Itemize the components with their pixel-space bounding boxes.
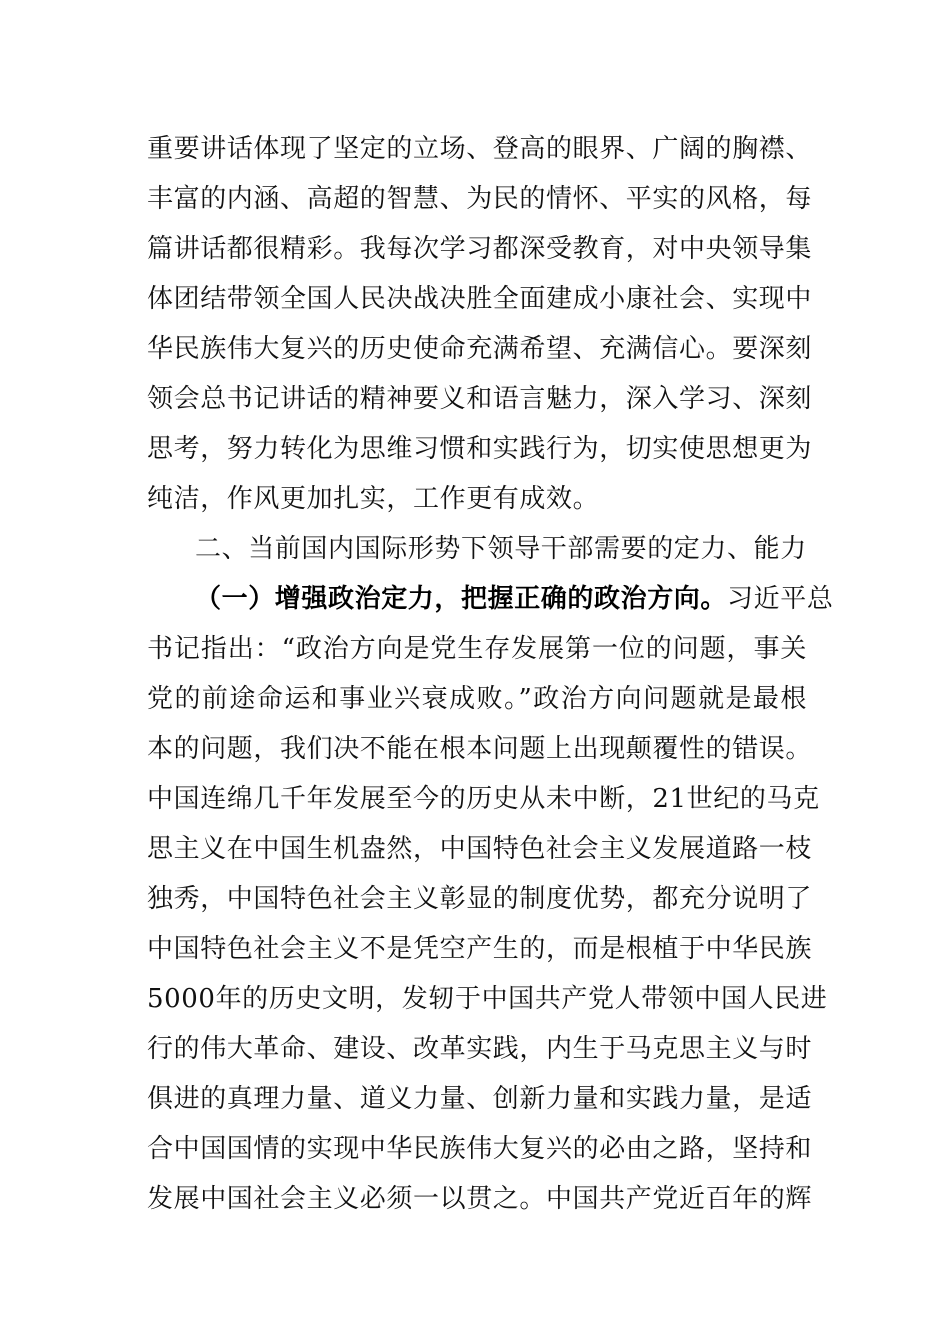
paragraph-line: 书记指出：“政治方向是党生存发展第一位的问题，事关 [147,634,807,664]
body-text [147,124,834,1224]
paragraph-line: 党的前途命运和事业兴衰成败。”政治方向问题就是最根 [147,684,807,714]
paragraph-line: 合中国国情的实现中华民族伟大复兴的必由之路，坚持和 [147,1134,813,1164]
paragraph-line: 华民族伟大复兴的历史使命充满希望、充满信心。要深刻 [147,334,813,364]
paragraph-line: 俱进的真理力量、道义力量、创新力量和实践力量，是适 [147,1084,813,1114]
paragraph-line: 篇讲话都很精彩。我每次学习都深受教育，对中央领导集 [147,234,813,264]
paragraph-line: 独秀，中国特色社会主义彰显的制度优势，都充分说明了 [147,884,813,914]
paragraph-line-last: 纯洁，作风更加扎实，工作更有成效。 [147,484,600,514]
paragraph-line: 思主义在中国生机盎然，中国特色社会主义发展道路一枝 [147,834,813,864]
paragraph-line: 本的问题，我们决不能在根本问题上出现颠覆性的错误。 [147,734,813,764]
paragraph-line: 思考，努力转化为思维习惯和实践行为，切实使思想更为 [147,434,813,464]
subheading-bold: （一）增强政治定力，把握正确的政治方向。 [195,584,728,614]
paragraph-line: 发展中国社会主义必须一以贯之。中国共产党近百年的辉 [147,1184,813,1214]
paragraph-line: 丰富的内涵、高超的智慧、为民的情怀、平实的风格，每 [147,184,813,214]
subheading-line [147,574,834,624]
paragraph-line: 行的伟大革命、建设、改革实践，内生于马克思主义与时 [147,1034,813,1064]
paragraph-line: 领会总书记讲话的精神要义和语言魅力，深入学习、深刻 [147,384,813,414]
paragraph-line: 重要讲话体现了坚定的立场、登高的眼界、广阔的胸襟、 [147,134,813,164]
subheading-rest: 习近平总 [727,584,834,614]
paragraph-line: 中国特色社会主义不是凭空产生的，而是根植于中华民族 [147,934,813,964]
paragraph-line: 5000年的历史文明，发轫于中国共产党人带领中国人民进 [147,984,828,1014]
paragraph-line: 中国连绵几千年发展至今的历史从未中断，21世纪的马克 [147,784,820,814]
section-heading: 二、当前国内国际形势下领导干部需要的定力、能力 [195,534,807,564]
paragraph-line: 体团结带领全国人民决战决胜全面建成小康社会、实现中 [147,284,813,314]
